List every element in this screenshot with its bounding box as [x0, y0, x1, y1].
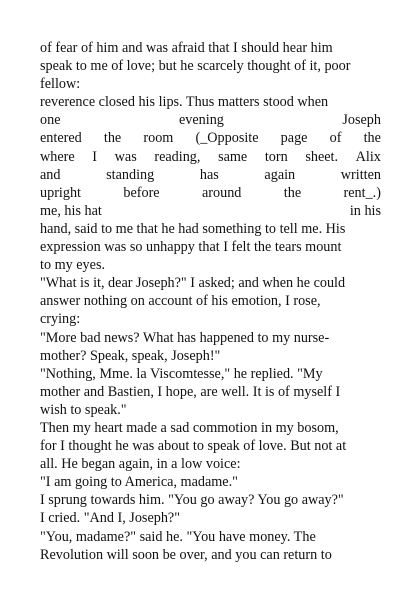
word: standing	[106, 166, 155, 183]
word: I	[92, 148, 98, 165]
word: page	[280, 130, 308, 147]
text-line: I sprung towards him. "You go away? You go away?"	[40, 492, 344, 509]
text-line-justified	[40, 184, 381, 202]
text-line: crying:	[40, 311, 81, 328]
word: upright	[40, 184, 81, 201]
word: of	[329, 130, 342, 147]
text-line: fellow:	[40, 76, 81, 93]
text-line: Then my heart made a sad commotion in my bosom,	[40, 419, 339, 436]
text-line: "Nothing, Mme. la Viscomtesse," he replied. "My	[40, 365, 323, 382]
word: was	[114, 148, 137, 165]
word: the	[283, 184, 302, 201]
text-line-justified	[40, 111, 381, 129]
text-line: of fear of him and was afraid that I should hear him	[40, 40, 333, 56]
word: before	[123, 184, 160, 201]
word: one	[40, 112, 61, 129]
text-line: I cried. "And I, Joseph?"	[40, 510, 181, 527]
word: me, his hat	[40, 202, 102, 219]
word: entered	[40, 130, 82, 147]
word: around	[202, 184, 242, 201]
word: written	[340, 166, 381, 183]
text-line-justified	[40, 129, 381, 147]
document-page	[40, 39, 381, 564]
word: and	[40, 166, 61, 183]
text-line: all. He began again, in a low voice:	[40, 456, 241, 473]
word: again	[264, 166, 296, 183]
text-line: hand, said to me that he had something to tell me. His	[40, 220, 346, 237]
word: torn	[264, 148, 288, 165]
text-line: "What is it, dear Joseph?" I asked; and when he could	[40, 275, 346, 292]
word: Joseph	[342, 112, 381, 129]
text-line-justified	[40, 148, 381, 166]
text-line-justified	[40, 202, 381, 220]
word: evening	[178, 112, 224, 129]
text-line: "You, madame?" said he. "You have money. The	[40, 528, 316, 545]
text-line: wish to speak."	[40, 401, 127, 418]
text-line: reverence closed his lips. Thus matters stood when	[40, 94, 329, 111]
word: Alix	[355, 148, 381, 165]
word: sheet.	[305, 148, 339, 165]
word: where	[40, 148, 75, 165]
word: (_Opposite	[195, 130, 259, 147]
text-line: "More bad news? What has happened to my nurse-	[40, 329, 330, 346]
text-line: Revolution will soon be over, and you can return to	[40, 546, 332, 563]
text-line: expression was so unhappy that I felt the tears mount	[40, 239, 342, 256]
word: rent_.)	[343, 184, 381, 201]
text-line-justified	[40, 166, 381, 184]
word: has	[199, 166, 219, 183]
text-line: for I thought he was about to speak of love. But not at	[40, 438, 347, 455]
text-line: to my eyes.	[40, 257, 106, 274]
word: same	[218, 148, 248, 165]
word: room	[143, 130, 174, 147]
word: reading,	[154, 148, 201, 165]
word: in his	[349, 202, 381, 219]
text-line: answer nothing on account of his emotion, I rose,	[40, 293, 321, 310]
text-line: "I am going to America, madame."	[40, 474, 238, 491]
word: the	[363, 130, 381, 147]
text-line: speak to me of love; but he scarcely thought of it, poor	[40, 58, 351, 75]
word: the	[103, 130, 122, 147]
text-line: mother? Speak, speak, Joseph!"	[40, 347, 221, 364]
text-line: mother and Bastien, I hope, are well. It is of myself I	[40, 383, 341, 400]
